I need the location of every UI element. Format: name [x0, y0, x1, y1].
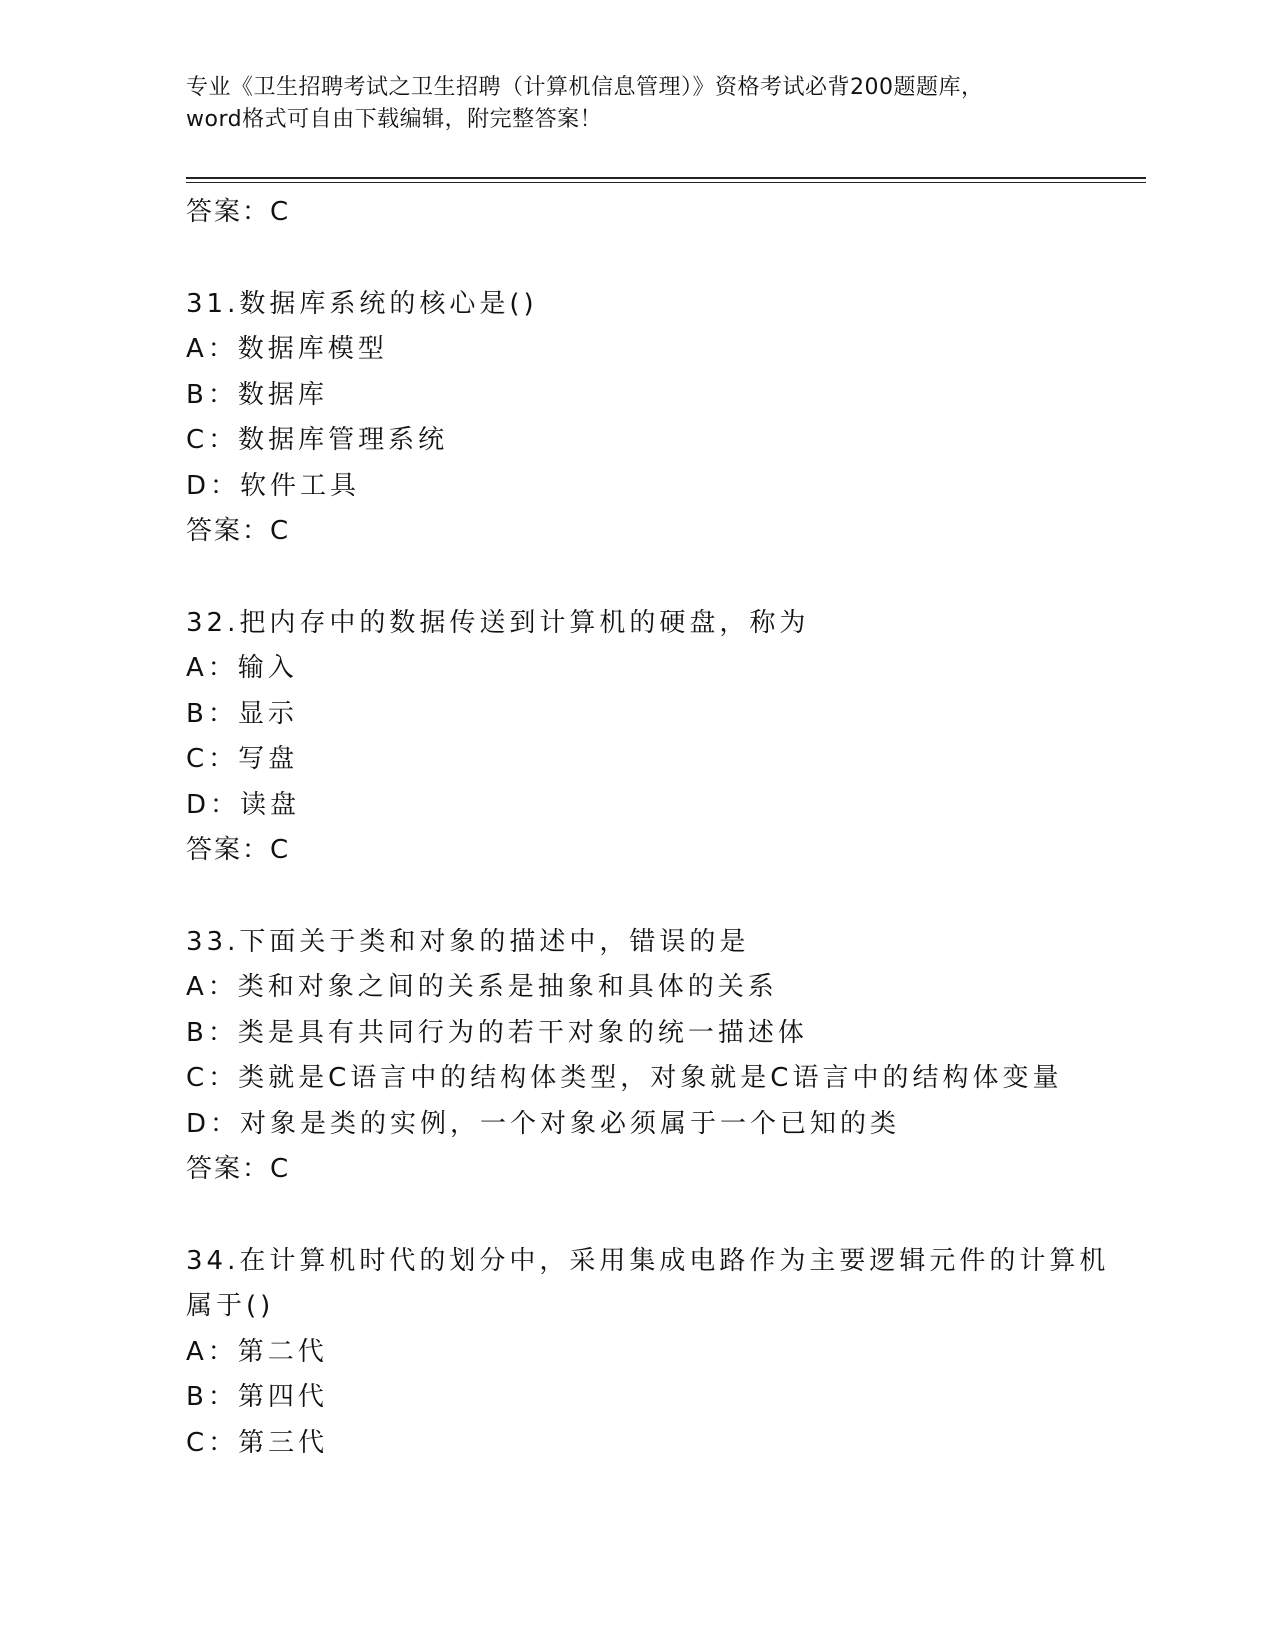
answer-line: 答案：C: [186, 516, 291, 546]
option-b: B：类是具有共同行为的若干对象的统一描述体: [186, 1017, 808, 1048]
document-header: [186, 72, 1086, 136]
option-a: A：输入: [186, 653, 298, 683]
option-d: D：读盘: [186, 789, 301, 820]
option-c: C：第三代: [186, 1427, 329, 1458]
question-block-34: [186, 1239, 1146, 1467]
option-d: D：软件工具: [186, 470, 361, 501]
option-b: B：第四代: [186, 1382, 328, 1412]
option-b: B：显示: [186, 698, 298, 729]
question-block-33: [186, 920, 1146, 1193]
question-text: 32.把内存中的数据传送到计算机的硬盘，称为: [186, 607, 810, 638]
question-text-continued: 属于(): [186, 1291, 275, 1321]
question-list: [186, 190, 1146, 1466]
header-line-2: word格式可自由下载编辑，附完整答案！: [186, 107, 603, 132]
question-text: 31.数据库系统的核心是(): [186, 288, 538, 319]
question-text: 34.在计算机时代的划分中，采用集成电路作为主要逻辑元件的计算机: [186, 1245, 1110, 1276]
header-line-1: 专业《卫生招聘考试之卫生招聘（计算机信息管理）》资格考试必背200题题库，: [186, 75, 984, 100]
header-divider-thick: [186, 177, 1146, 179]
question-text: 33.下面关于类和对象的描述中，错误的是: [186, 926, 750, 957]
option-c: C：类就是C语言中的结构体类型，对象就是C语言中的结构体变量: [186, 1063, 1063, 1093]
answer-line: 答案：C: [186, 197, 291, 227]
answer-line: 答案：C: [186, 1154, 291, 1184]
question-block-31: [186, 282, 1146, 555]
option-d: D：对象是类的实例，一个对象必须属于一个已知的类: [186, 1108, 901, 1139]
header-divider-thin: [186, 182, 1146, 183]
option-c: C：写盘: [186, 744, 299, 774]
option-a: A：类和对象之间的关系是抽象和具体的关系: [186, 972, 778, 1002]
question-block-32: [186, 601, 1146, 874]
option-a: A：数据库模型: [186, 334, 388, 364]
option-c: C：数据库管理系统: [186, 425, 449, 455]
answer-line: 答案：C: [186, 835, 291, 865]
option-b: B：数据库: [186, 379, 328, 410]
option-a: A：第二代: [186, 1336, 328, 1367]
